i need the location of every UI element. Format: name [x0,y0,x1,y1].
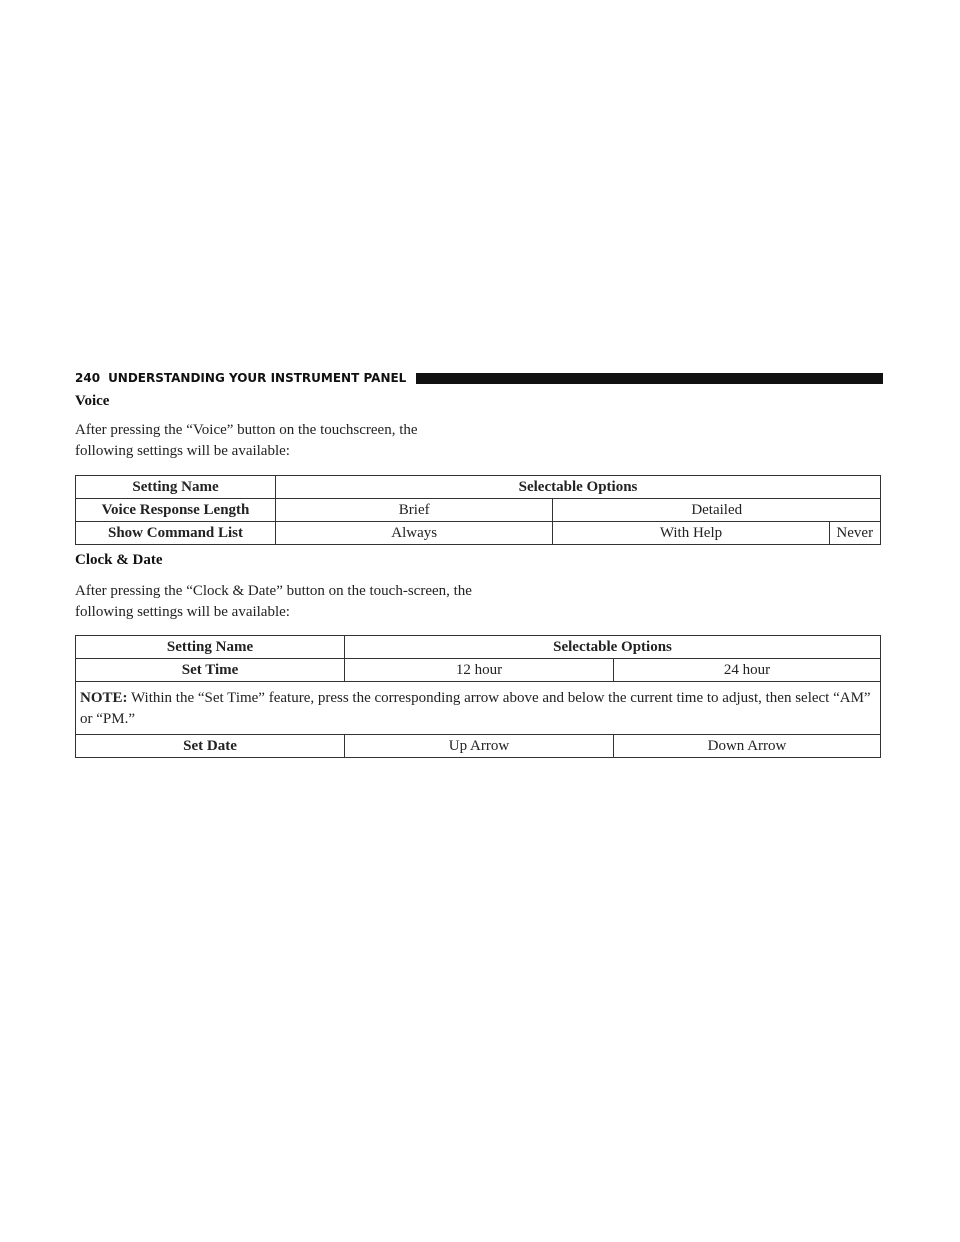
header-rule [416,373,883,384]
option-cell: Up Arrow [345,735,614,758]
clock-intro-paragraph: After pressing the “Clock & Date” button on the touch-screen, the following settings will be available: [75,583,472,620]
option-cell: 12 hour [345,659,614,682]
header-selectable-options: Selectable Options [345,636,881,659]
page-number: 240 [75,371,101,385]
note-row [76,682,881,735]
option-cell: Detailed [553,499,881,522]
note-cell [76,682,881,735]
option-cell: Brief [276,499,553,522]
note-text: Within the “Set Time” feature, press the corresponding arrow above and below the current time to adjust, then select “AM” or “PM.” [80,690,871,727]
header-selectable-options: Selectable Options [276,476,881,499]
voice-settings-table [75,475,881,545]
table-header-row [76,636,881,659]
header-setting-name: Setting Name [76,636,345,659]
note-label: NOTE: [80,690,128,706]
header-setting-name: Setting Name [76,476,276,499]
page-header [75,370,883,386]
option-cell: Never [829,522,881,545]
voice-section-title: Voice [75,393,110,409]
option-cell: Down Arrow [614,735,881,758]
clock-section-title: Clock & Date [75,552,163,568]
setting-name-cell: Show Command List [76,522,276,545]
table-header-row [76,476,881,499]
table-row [76,522,881,545]
setting-name-cell: Set Date [76,735,345,758]
option-cell: Always [276,522,553,545]
voice-intro-paragraph: After pressing the “Voice” button on the touchscreen, the following settings will be available: [75,422,418,459]
option-cell: 24 hour [614,659,881,682]
option-cell: With Help [553,522,829,545]
setting-name-cell: Set Time [76,659,345,682]
table-row [76,499,881,522]
table-row [76,659,881,682]
header-title: UNDERSTANDING YOUR INSTRUMENT PANEL [108,371,407,385]
clock-settings-table [75,635,881,758]
table-row [76,735,881,758]
setting-name-cell: Voice Response Length [76,499,276,522]
